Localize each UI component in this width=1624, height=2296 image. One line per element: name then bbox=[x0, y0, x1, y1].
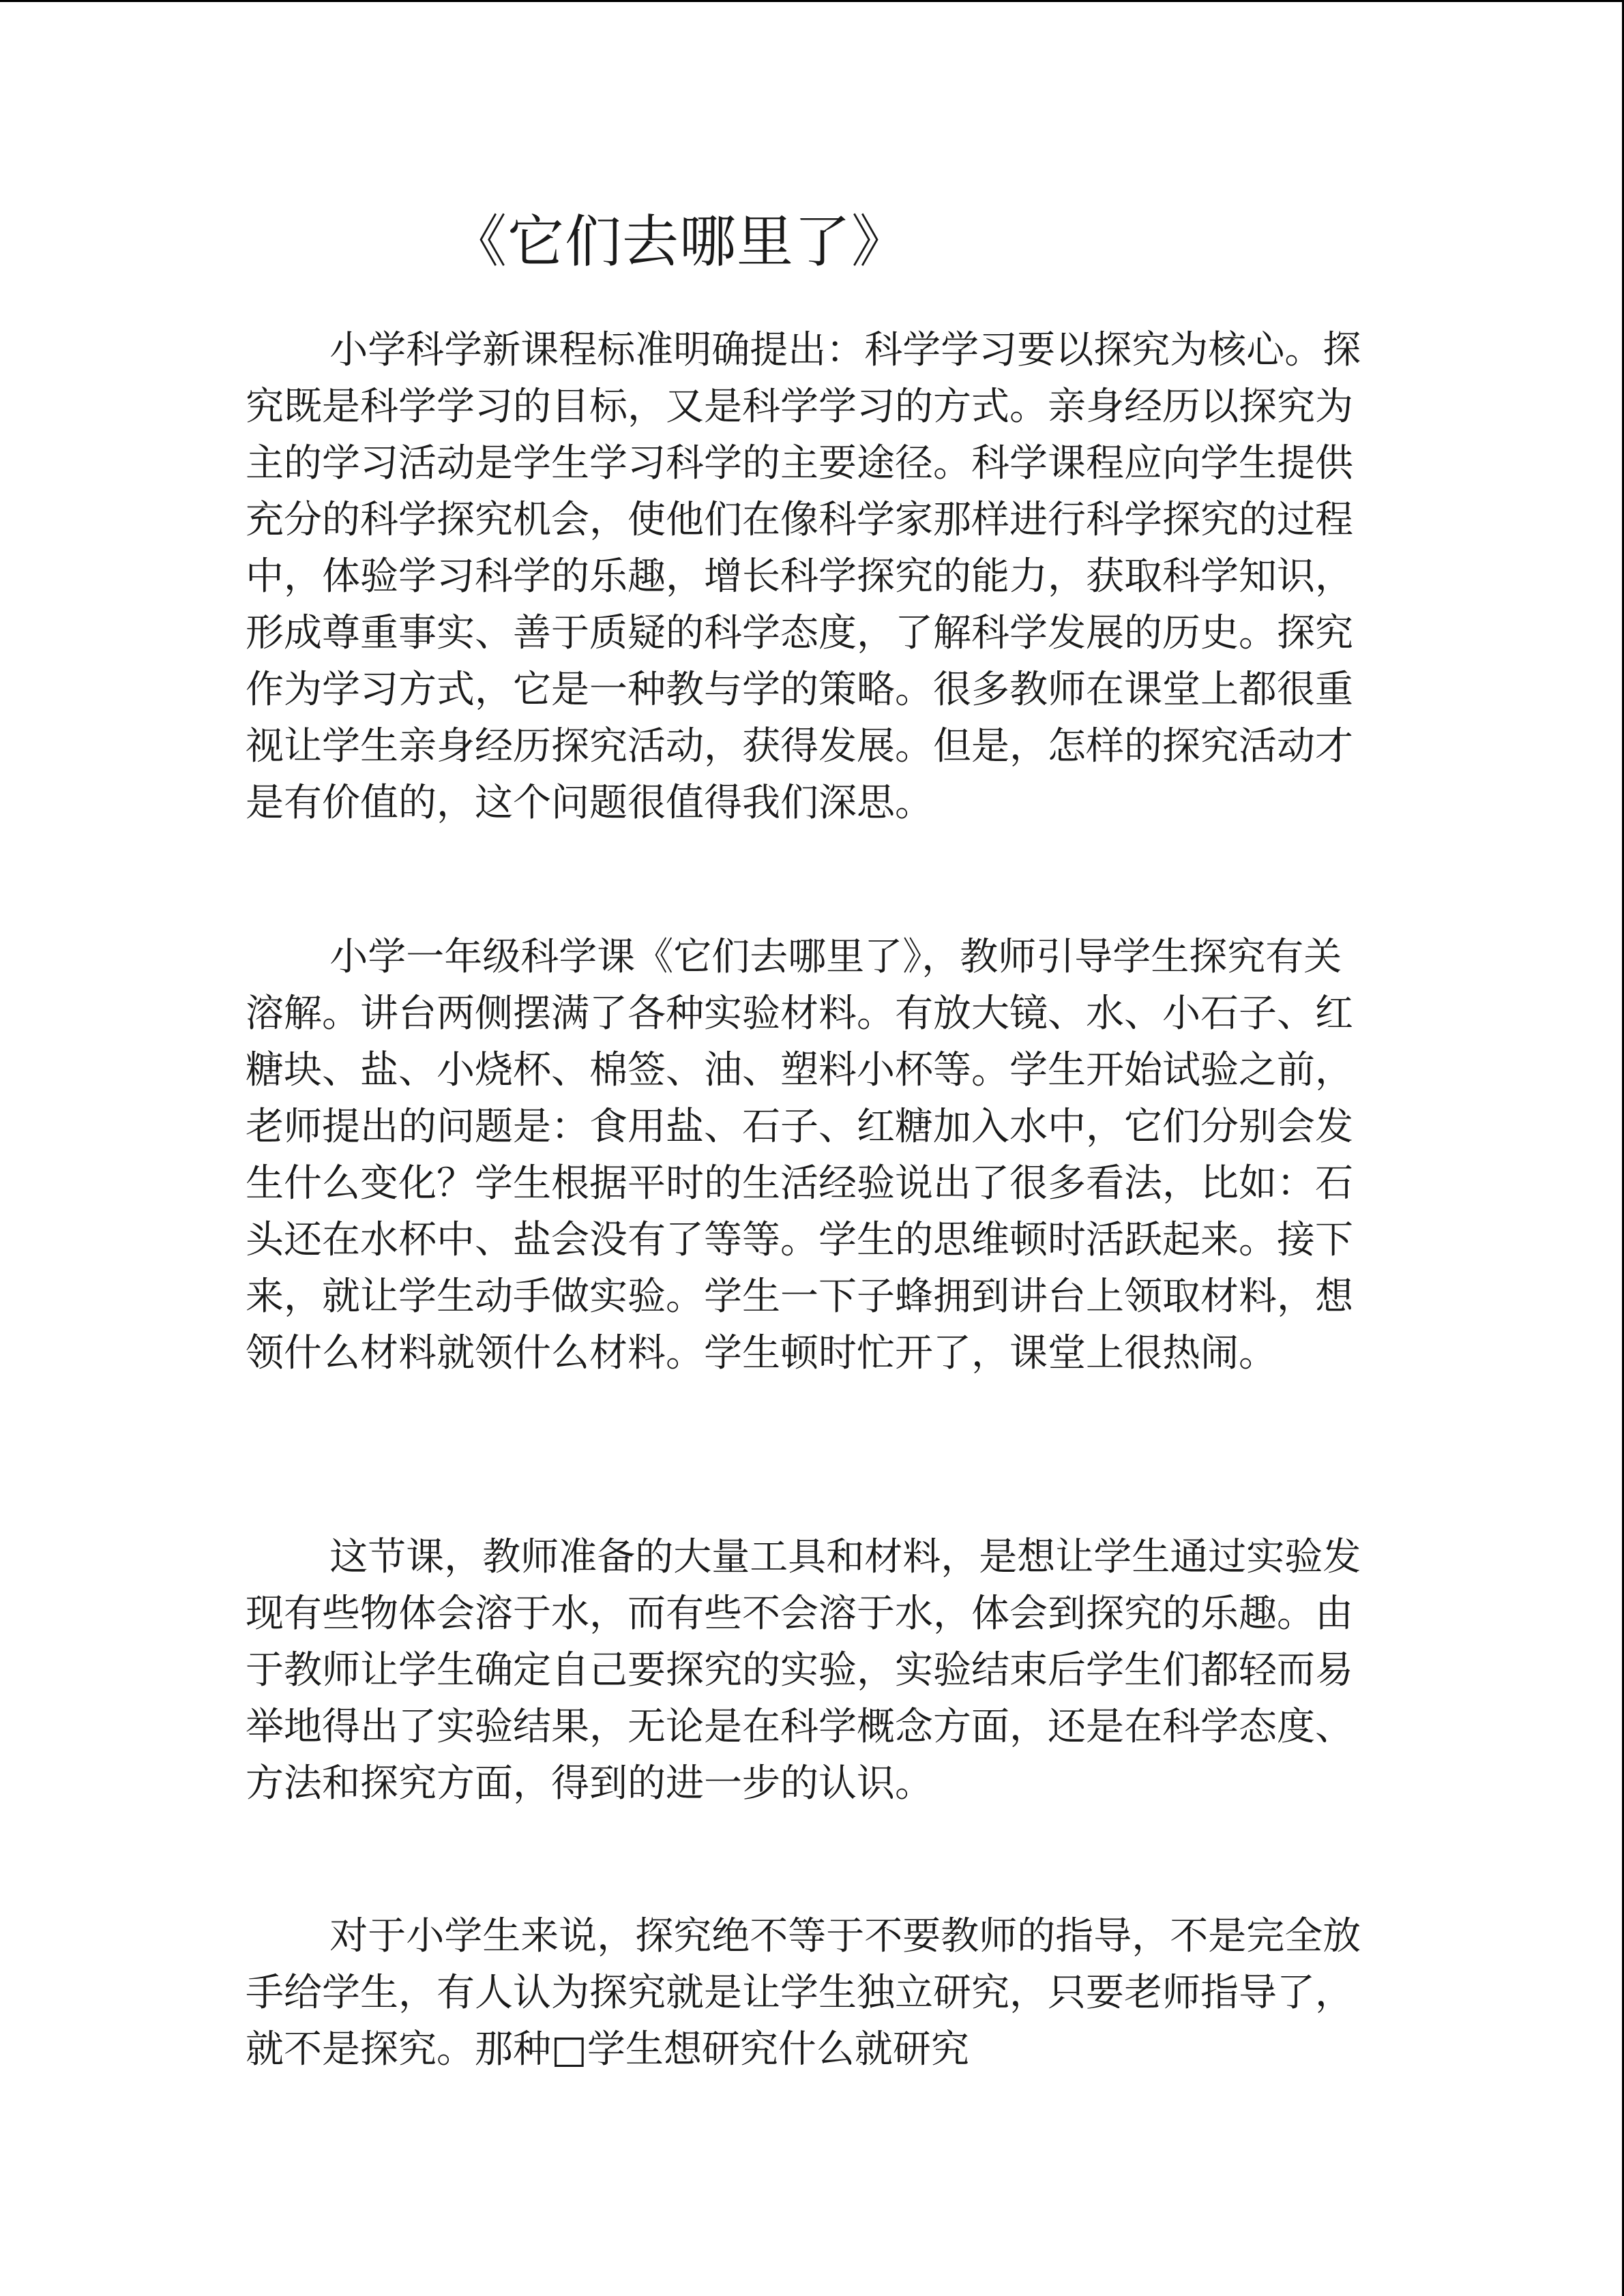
page-title: 《它们去哪里了》 bbox=[450, 209, 909, 275]
paragraph-2 bbox=[246, 929, 1378, 1382]
paragraph-text: 小学一年级科学课《它们去哪里了》，教师引导学生探究有关溶解。讲台两侧摆满了各种实验材料。有放大镜、水、小石子、红糖块、盐、小烧杯、棉签、油、塑料小杯等。学生开始试验之前，老师提出的问题是：食用盐、石子、红糖加入水中，它们分别会发生什么变化？学生根据平时的生活经验说出了很多看法，比如：石头还在水杯中、盐会没有了等等。学生的思维顿时活跃起来。接下来，就让学生动手做实验。学生一下子蜂拥到讲台上领取材料，想领什么材料就领什么材料。学生顿时忙开了，课堂上很热闹。 bbox=[246, 935, 1353, 1375]
paragraph-3 bbox=[246, 1529, 1378, 1812]
paragraph-1 bbox=[246, 322, 1378, 831]
paragraph-text: 对于小学生来说，探究绝不等于不要教师的指导，不是完全放手给学生，有人认为探究就是让学生独立研究，只要老师指导了，就不是探究。那种□学生想研究什么就研究 bbox=[246, 1914, 1361, 2072]
paragraph-text: 这节课，教师准备的大量工具和材料，是想让学生通过实验发现有些物体会溶于水，而有些不会溶于水，体会到探究的乐趣。由于教师让学生确定自己要探究的实验，实验结束后学生们都轻而易举地得出了实验结果，无论是在科学概念方面，还是在科学态度、方法和探究方面，得到的进一步的认识。 bbox=[246, 1535, 1361, 1806]
paragraph-text: 小学科学新课程标准明确提出：科学学习要以探究为核心。探究既是科学学习的目标，又是科学学习的方式。亲身经历以探究为主的学习活动是学生学习科学的主要途径。科学课程应向学生提供充分的科学探究机会，使他们在像科学家那样进行科学探究的过程中，体验学习科学的乐趣，增长科学探究的能力，获取科学知识，形成尊重事实、善于质疑的科学态度，了解科学发展的历史。探究作为学习方式，它是一种教与学的策略。很多教师在课堂上都很重视让学生亲身经历探究活动，获得发展。但是，怎样的探究活动才是有价值的，这个问题很值得我们深思。 bbox=[246, 328, 1361, 825]
paragraph-4 bbox=[246, 1908, 1378, 2078]
page-top-border bbox=[0, 0, 1624, 2]
